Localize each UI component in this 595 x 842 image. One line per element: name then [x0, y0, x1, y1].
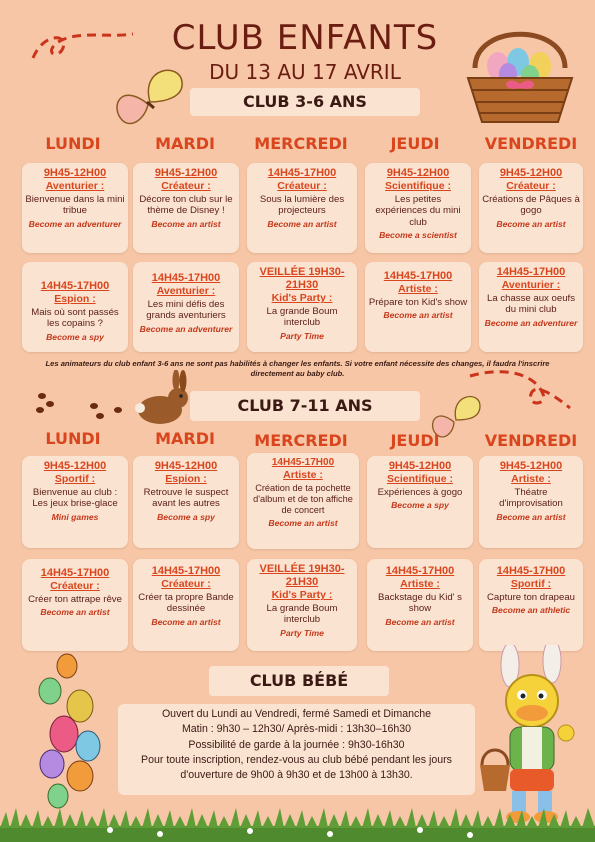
activity-time: 14H45-17H00 — [385, 565, 455, 577]
activity-card — [247, 453, 359, 549]
activity-description: Créations de Pâques à gogo — [482, 193, 580, 217]
activity-subtitle: Become an artist — [40, 607, 110, 618]
activity-card — [367, 559, 473, 651]
activity-card — [365, 163, 471, 253]
activity-type: Créateur : — [277, 180, 327, 193]
club-bebe-line: Matin : 9h30 – 12h30/ Après-midi : 13h30–16h30 — [181, 723, 412, 736]
activity-description: Les mini défis des grands aventuriers — [146, 298, 226, 322]
activity-time: 9H45-12H00 — [154, 460, 218, 472]
activity-time: 14H45-17H00 — [267, 167, 337, 179]
day-wednesday: MERCREDI — [254, 134, 348, 153]
activity-time: 14H45-17H00 — [383, 270, 453, 282]
activity-card — [133, 456, 239, 548]
activity-card — [367, 456, 473, 548]
event-dates: DU 13 AU 17 AVRIL — [209, 60, 401, 84]
paw-prints-decoration — [34, 388, 124, 424]
activity-subtitle: Become an artist — [496, 511, 566, 522]
activity-subtitle: Become an artist — [267, 218, 337, 229]
easter-basket-icon — [460, 18, 580, 126]
activity-time: 14H45-17H00 — [40, 567, 110, 579]
activity-time: VEILLÉE 19H30-21H30 — [259, 266, 345, 292]
day-monday: LUNDI — [45, 429, 101, 448]
activity-description: La chasse aux oeufs du mini club — [486, 292, 575, 316]
activity-card — [22, 262, 128, 352]
grass-decoration — [0, 804, 595, 842]
club-bebe-line: Possibilité de garde à la journée : 9h30-16h30 — [188, 738, 405, 751]
activity-card — [247, 163, 357, 253]
activity-card — [479, 456, 583, 548]
activity-subtitle: Become an artist — [385, 616, 455, 627]
activity-subtitle: Become an artist — [496, 218, 566, 229]
activity-type: Aventurier : — [156, 285, 216, 298]
page-title: CLUB ENFANTS — [171, 18, 439, 58]
activity-type: Créateur : — [161, 180, 211, 193]
activity-type: Aventurier : — [501, 279, 561, 292]
club-bebe-header — [209, 666, 389, 696]
club-bebe-info — [118, 704, 475, 795]
activity-time: 9H45-12H00 — [388, 460, 452, 472]
activity-subtitle: Become an artist — [151, 616, 221, 627]
activity-description: Sous la lumière des projecteurs — [259, 193, 345, 217]
activity-type: Créateur : — [50, 580, 100, 593]
activity-card — [133, 163, 239, 253]
activity-description: Bienvenue dans la mini tribue — [25, 193, 125, 217]
activity-type: Espion : — [165, 473, 207, 486]
activity-subtitle: Become an adventurer — [139, 323, 233, 334]
day-wednesday: MERCREDI — [254, 431, 348, 450]
activity-type: Kid's Party : — [271, 292, 333, 305]
activity-type: Aventurier : — [45, 180, 105, 193]
activity-description: Bienvenue au club : Les jeux brise-glace — [32, 486, 118, 510]
activity-time: 9H45-12H00 — [499, 460, 563, 472]
day-tuesday: MARDI — [155, 134, 215, 153]
activity-type: Artiste : — [400, 578, 440, 591]
activity-card — [247, 262, 357, 352]
bunny-icon — [134, 370, 192, 426]
activity-description: Créer ta propre Bande dessinée — [138, 591, 234, 615]
activity-time: VEILLÉE 19H30-21H30 — [259, 563, 345, 589]
activity-description: Expériences à gogo — [377, 486, 463, 498]
activity-description: Créer ton attrape rêve — [28, 593, 122, 605]
club-bebe-line: Ouvert du Lundi au Vendredi, fermé Samedi et Dimanche — [161, 708, 432, 720]
activity-description: Les petites expériences du mini club — [375, 193, 461, 228]
day-friday: VENDREDI — [484, 431, 578, 450]
day-thursday: JEUDI — [390, 134, 440, 153]
activity-description: Backstage du Kid' s show — [378, 591, 462, 615]
activity-subtitle: Become a spy — [157, 511, 215, 522]
activity-description: Capture ton drapeau — [486, 591, 575, 603]
club-bebe-label: CLUB BÉBÉ — [249, 671, 349, 690]
activity-subtitle: Become an adventurer — [484, 317, 578, 328]
activity-time: 14H45-17H00 — [151, 565, 221, 577]
activity-card — [247, 559, 357, 651]
activity-description: Retrouve le suspect avant les autres — [143, 486, 229, 510]
activity-type: Artiste : — [511, 473, 551, 486]
activity-time: 14H45-17H00 — [271, 457, 335, 468]
activity-time: 14H45-17H00 — [151, 272, 221, 284]
activity-type: Espion : — [54, 293, 96, 306]
activity-card — [479, 559, 583, 651]
activity-subtitle: Become a spy — [46, 331, 104, 342]
butterfly-icon — [110, 62, 190, 132]
club-7-11-label: CLUB 7-11 ANS — [237, 396, 373, 415]
activity-subtitle: Party Time — [280, 627, 324, 638]
activity-time: 9H45-12H00 — [43, 460, 107, 472]
activity-time: 14H45-17H00 — [40, 280, 110, 292]
activity-type: Sportif : — [510, 578, 552, 591]
activity-time: 9H45-12H00 — [43, 167, 107, 179]
club-7-11-header — [190, 391, 420, 421]
activity-type: Créateur : — [506, 180, 556, 193]
activity-type: Sportif : — [54, 473, 96, 486]
easter-eggs-icon — [22, 646, 112, 816]
day-tuesday: MARDI — [155, 429, 215, 448]
activity-card — [479, 262, 583, 352]
activity-subtitle: Become an artist — [268, 517, 338, 528]
activity-subtitle: Party Time — [280, 330, 324, 341]
activity-description: Mais où sont passés les copains ? — [31, 306, 119, 330]
activity-description: Décore ton club sur le thème de Disney ! — [139, 193, 233, 217]
activity-subtitle: Become an artist — [151, 218, 221, 229]
activity-subtitle: Become a spy — [391, 500, 449, 511]
activity-description: La grande Boum interclub — [266, 602, 338, 626]
day-friday: VENDREDI — [484, 134, 578, 153]
activity-card — [22, 559, 128, 651]
activity-type: Artiste : — [283, 469, 323, 481]
activity-description: La grande Boum interclub — [266, 305, 338, 329]
activity-card — [133, 559, 239, 651]
activity-subtitle: Become an artist — [383, 310, 453, 321]
activity-description: Prépare ton Kid's show — [368, 296, 468, 308]
activity-description: Théatre d'improvisation — [499, 486, 563, 510]
activity-time: 9H45-12H00 — [154, 167, 218, 179]
activity-time: 14H45-17H00 — [496, 565, 566, 577]
easter-duck-mascot-icon — [480, 645, 590, 825]
activity-type: Scientifique : — [387, 473, 453, 486]
activity-time: 14H45-17H00 — [496, 266, 566, 278]
day-monday: LUNDI — [45, 134, 101, 153]
activity-subtitle: Become an adventurer — [28, 218, 122, 229]
activity-time: 9H45-12H00 — [499, 167, 563, 179]
activity-type: Kid's Party : — [271, 589, 333, 602]
club-3-6-header — [190, 88, 420, 116]
activity-card — [479, 163, 583, 253]
activity-time: 9H45-12H00 — [386, 167, 450, 179]
day-thursday: JEUDI — [390, 431, 440, 450]
activity-type: Artiste : — [398, 283, 438, 296]
activity-type: Scientifique : — [385, 180, 451, 193]
activity-card — [22, 456, 128, 548]
club-3-6-label: CLUB 3-6 ANS — [243, 92, 367, 111]
activity-subtitle: Mini games — [51, 511, 99, 522]
club-3-6-note: Les animateurs du club enfant 3-6 ans ne sont pas habilités à changer les enfants. Si votre enfant nécessite des changes, il faudra l'inscrire directement au baby club. — [45, 359, 550, 378]
activity-card — [133, 262, 239, 352]
activity-description: Création de ta pochette d'album et de ton affiche de concert — [253, 482, 353, 515]
activity-card — [365, 262, 471, 352]
activity-subtitle: Become an athletic — [491, 605, 571, 616]
activity-card — [22, 163, 128, 253]
activity-subtitle: Become a scientist — [379, 230, 457, 241]
club-bebe-line: Pour toute inscription, rendez-vous au club bébé pendant les jours d'ouverture de 9h00 à 9h30 et de 13h00 à 13h30. — [141, 754, 452, 782]
activity-type: Créateur : — [161, 578, 211, 591]
